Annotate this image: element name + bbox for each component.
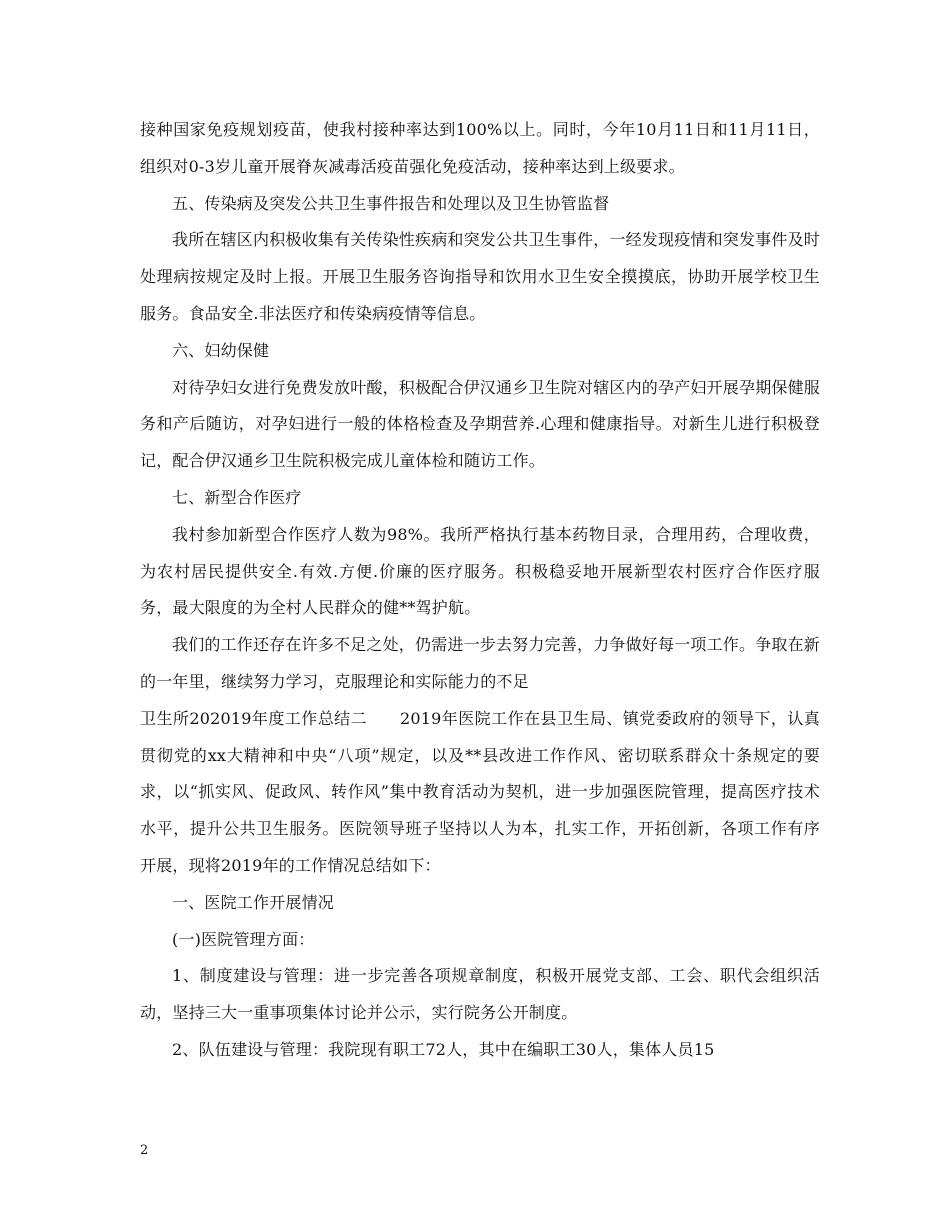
heading-hospital-work: 一、医院工作开展情况 bbox=[172, 892, 335, 912]
paragraph-system-building: 1、制度建设与管理：进一步完善各项规章制度，积极开展党支部、工会、职代会组织活动，坚持三大一重事项集体讨论并公示，实行院务公开制度。 bbox=[140, 966, 820, 1023]
page-number: 2 bbox=[140, 1143, 149, 1158]
heading-section-five: 五、传染病及突发公共卫生事件报告和处理以及卫生协管监督 bbox=[172, 193, 610, 213]
heading-hospital-management: (一)医院管理方面： bbox=[172, 929, 315, 949]
paragraph-team-building: 2、队伍建设与管理：我院现有职工72人，其中在编职工30人，集体人员15 bbox=[172, 1039, 715, 1059]
paragraph-maternal-child-health: 对待孕妇女进行免费发放叶酸，积极配合伊汉通乡卫生院对辖区内的孕产妇开展孕期保健服务和产后随访，对孕妇进行一般的体格检查及孕期营养.心理和健康指导。对新生儿进行积极登记，配合伊汉通乡卫生院积极完成儿童体检和随访工作。 bbox=[140, 377, 821, 471]
document-body bbox=[140, 112, 820, 1069]
paragraph-summary-two: 卫生所202019年度工作总结二 2019年医院工作在县卫生局、镇党委政府的领导下，认真贯彻党的xx大精神和中央“八项”规定，以及**县改进工作作风、密切联系群众十条规定的要求，以“抓实风、促政风、转作风”集中教育活动为契机，进一步加强医院管理，提高医疗技术水平，提升公共卫生服务。医院领导班子坚持以人为本，扎实工作，开拓创新，各项工作有序开展，现将2019年的工作情况总结如下： bbox=[140, 708, 820, 875]
heading-section-six: 六、妇幼保健 bbox=[172, 340, 270, 360]
paragraph-infectious-disease: 我所在辖区内积极收集有关传染性疾病和突发公共卫生事件，一经发现疫情和突发事件及时处理病按规定及时上报。开展卫生服务咨询指导和饮用水卫生安全摸摸底，协助开展学校卫生服务。食品安全.非法医疗和传染病疫情等信息。 bbox=[140, 230, 821, 323]
paragraph-cooperative-medical: 我村参加新型合作医疗人数为98%。我所严格执行基本药物目录，合理用药，合理收费，为农村居民提供安全.有效.方便.价廉的医疗服务。积极稳妥地开展新型农村医疗合作医疗服务，最大限度的为全村人民群众的健**驾护航。 bbox=[140, 524, 820, 618]
paragraph-shortcomings: 我们的工作还存在许多不足之处，仍需进一步去努力完善，力争做好每一项工作。争取在新的一年里，继续努力学习，克服理论和实际能力的不足 bbox=[140, 635, 821, 691]
paragraph-vaccination-continued: 接种国家免疫规划疫苗，使我村接种率达到100%以上。同时，今年10月11日和11月11日，组织对0-3岁儿童开展脊灰减毒活疫苗强化免疫活动，接种率达到上级要求。 bbox=[140, 120, 820, 176]
heading-section-seven: 七、新型合作医疗 bbox=[172, 487, 302, 507]
